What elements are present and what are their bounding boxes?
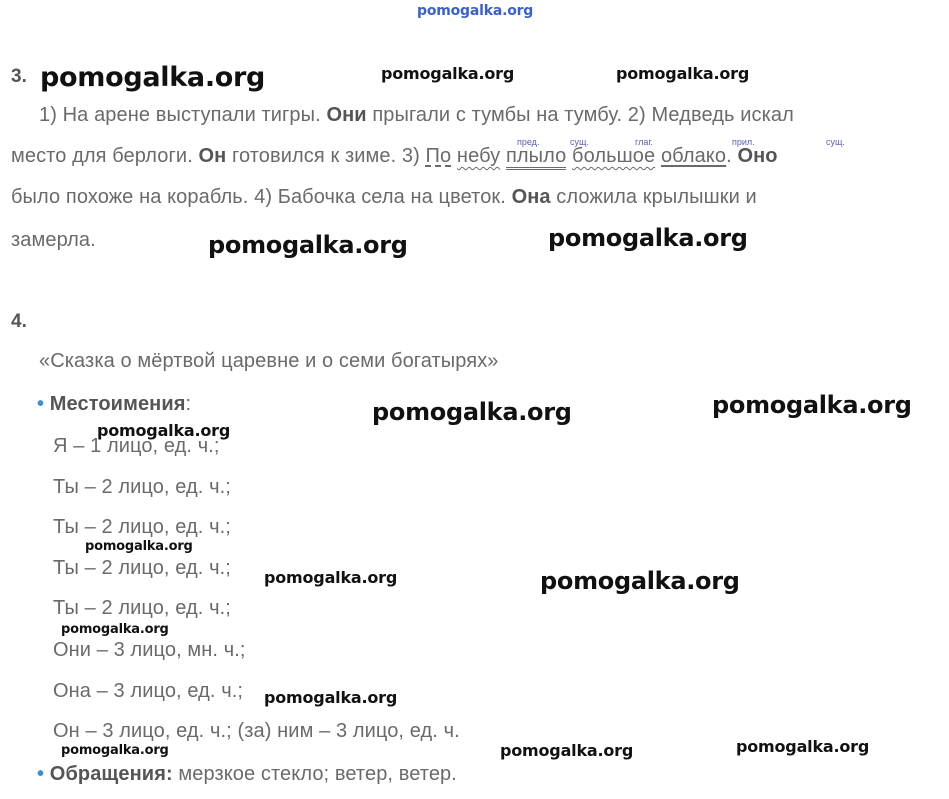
text: прыгали с тумбы на тумбу. 2) Медведь искал xyxy=(366,104,794,126)
task-3-line-3 xyxy=(11,186,757,209)
watermark: pomogalka.org xyxy=(264,688,398,707)
watermark: pomogalka.org xyxy=(712,391,912,419)
text: место для берлоги. xyxy=(11,145,199,167)
pos-tag: сущ. xyxy=(570,137,589,147)
watermark: pomogalka.org xyxy=(372,398,572,426)
watermark: pomogalka.org xyxy=(264,568,398,587)
task-3-number: 3. xyxy=(11,66,27,87)
text: готовился к зиме. 3) xyxy=(226,145,426,167)
watermark: pomogalka.org xyxy=(61,743,169,758)
word-adjective: большое xyxy=(572,145,656,167)
pronouns-heading xyxy=(37,393,191,416)
text: сложила крылышки и xyxy=(550,186,757,208)
watermark: pomogalka.org xyxy=(97,421,231,440)
watermark: pomogalka.org xyxy=(381,64,515,83)
pronoun: Она xyxy=(511,186,551,208)
pronoun: Оно xyxy=(737,145,778,167)
pos-tag: сущ. xyxy=(826,137,845,147)
word-noun-subject: облако xyxy=(660,145,727,167)
bullet-icon: • xyxy=(37,393,45,415)
pronouns-label: Местоимения xyxy=(49,393,186,415)
watermark: pomogalka.org xyxy=(540,567,740,595)
watermark: pomogalka.org xyxy=(500,741,634,760)
task-3-line-4: замерла. xyxy=(11,229,96,251)
pos-tag: пред. xyxy=(517,137,540,147)
watermark: pomogalka.org xyxy=(61,622,169,637)
word-verb: плыло xyxy=(506,145,566,170)
watermark: pomogalka.org xyxy=(548,224,748,252)
pronoun-item: Он – 3 лицо, ед. ч.; (за) ним – 3 лицо, ед. ч. xyxy=(53,720,460,742)
task-4-number: 4. xyxy=(11,311,27,332)
pos-tag: прил. xyxy=(732,137,755,147)
text: было похоже на корабль. 4) Бабочка села на цветок. xyxy=(11,186,512,208)
colon: : xyxy=(185,393,192,415)
task-3-line-1 xyxy=(39,104,794,127)
watermark: pomogalka.org xyxy=(616,64,750,83)
pronoun-item: Я – 1 лицо, ед. ч.; xyxy=(53,435,220,457)
address-text: мерзкое стекло; ветер, ветер. xyxy=(172,763,457,785)
bullet-icon: • xyxy=(37,763,45,785)
pronoun: Они xyxy=(326,104,367,126)
pos-tag: глаг. xyxy=(635,137,654,147)
task-3-line-2 xyxy=(11,145,778,168)
task-4-title: «Сказка о мёртвой царевне и о семи богатырях» xyxy=(39,350,499,372)
watermark: pomogalka.org xyxy=(736,737,870,756)
pronoun-item: Ты – 2 лицо, ед. ч.; xyxy=(53,597,231,619)
text: 1) На арене выступали тигры. xyxy=(39,104,327,126)
watermark-top: pomogalka.org xyxy=(417,3,534,19)
word-noun: небу xyxy=(456,145,501,167)
watermark: pomogalka.org xyxy=(40,62,266,93)
watermark: pomogalka.org xyxy=(85,539,193,554)
pronoun: Он xyxy=(198,145,227,167)
word-preposition: По xyxy=(425,145,452,167)
pronoun-item: Ты – 2 лицо, ед. ч.; xyxy=(53,516,231,538)
pronoun-item: Ты – 2 лицо, ед. ч.; xyxy=(53,476,231,498)
address-label: Обращения: xyxy=(49,763,173,785)
text: . xyxy=(726,145,738,167)
pronoun-item: Они – 3 лицо, мн. ч.; xyxy=(53,639,246,661)
pronoun-item: Она – 3 лицо, ед. ч.; xyxy=(53,680,244,702)
pronoun-item: Ты – 2 лицо, ед. ч.; xyxy=(53,557,231,579)
address-line xyxy=(37,763,457,786)
watermark: pomogalka.org xyxy=(208,231,408,259)
